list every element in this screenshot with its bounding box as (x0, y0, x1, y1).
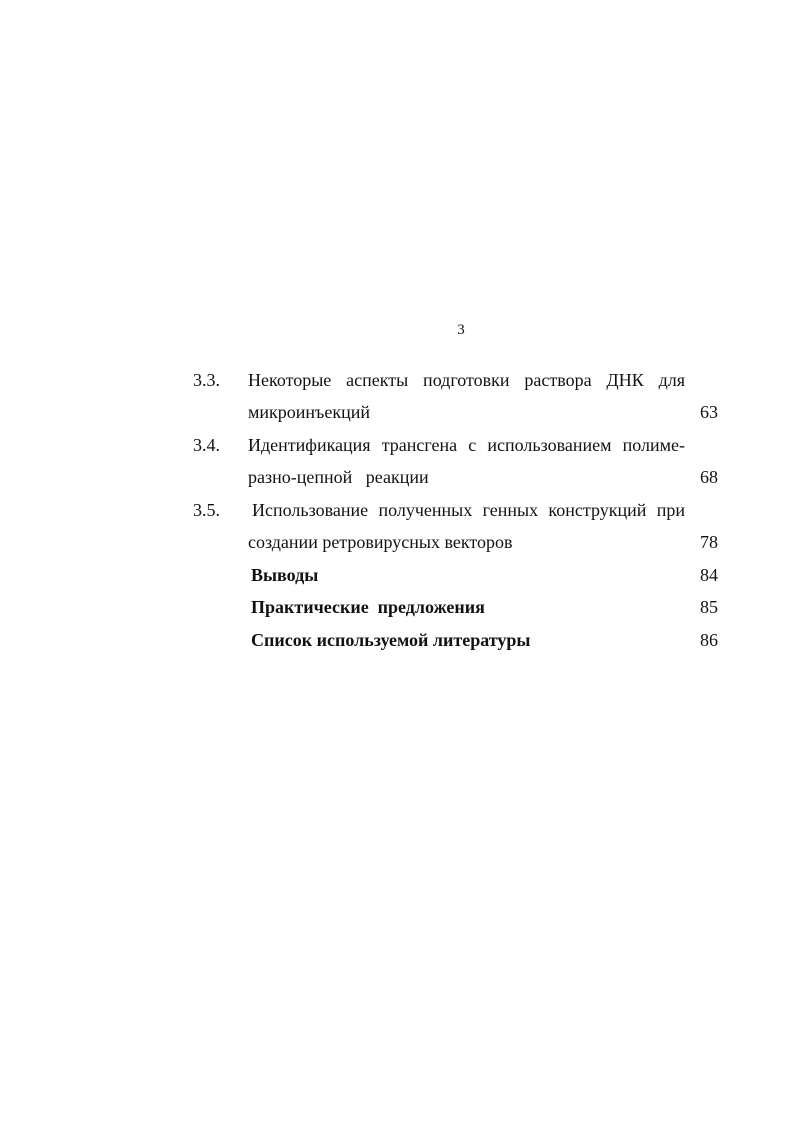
toc-title-conclusions: Выводы (251, 565, 319, 585)
toc-number-3-3: 3.3. (193, 370, 220, 390)
toc-title-3-3-line1: Некоторые аспекты подготовки раствора ДНК для (248, 370, 685, 390)
toc-number-3-5: 3.5. (193, 500, 220, 520)
toc-page-3-4: 68 (700, 467, 718, 487)
toc-title-literature: Список используемой литературы (251, 630, 531, 650)
toc-title-3-3-line2: микроинъекций (248, 402, 370, 422)
toc-title-3-4-line2: разно-цепной реакции (248, 467, 429, 487)
toc-page-practical: 85 (700, 597, 718, 617)
toc-page-3-3: 63 (700, 402, 718, 422)
toc-page-literature: 86 (700, 630, 718, 650)
toc-page-conclusions: 84 (700, 565, 718, 585)
toc-title-3-4-line1: Идентификация трансгена с использованием полиме- (248, 435, 685, 455)
toc-title-practical: Практические предложения (251, 597, 485, 617)
toc-title-3-5-line2: создании ретровирусных векторов (248, 532, 513, 552)
page-number: 3 (457, 322, 465, 338)
toc-page-3-5: 78 (700, 532, 718, 552)
toc-number-3-4: 3.4. (193, 435, 220, 455)
toc-title-3-5-line1: Использование полученных генных конструкций при (252, 500, 685, 520)
